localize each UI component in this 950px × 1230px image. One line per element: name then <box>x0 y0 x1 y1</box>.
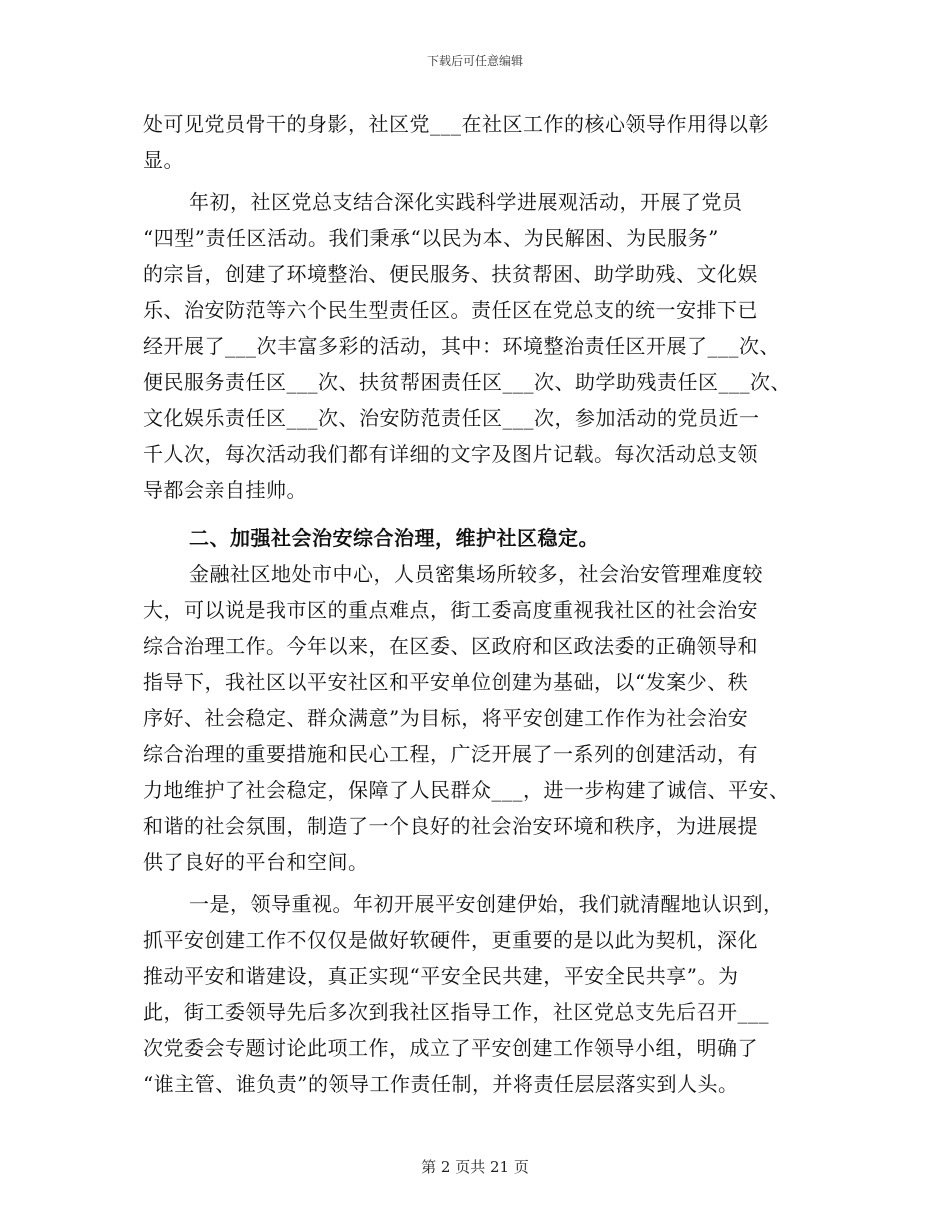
text-line: 力地维护了社会稳定，保障了人民群众___，进一步构建了诚信、平安、 <box>143 778 790 802</box>
page-header: 下载后可任意编辑 <box>426 54 523 68</box>
section-heading: 二、加强社会治安综合治理，维护社区稳定。 <box>189 526 599 550</box>
text-line: 处可见党员骨干的身影，社区党___在社区工作的核心领导作用得以彰 <box>143 112 769 136</box>
text-line: 经开展了___次丰富多彩的活动，其中：环境整治责任区开展了___次、 <box>143 334 780 358</box>
text-line: 大，可以说是我市区的重点难点，街工委高度重视我社区的社会治安 <box>143 598 758 622</box>
text-line: 显。 <box>143 148 184 172</box>
text-line: 文化娱乐责任区___次、治安防范责任区___次，参加活动的党员近一 <box>143 406 760 430</box>
text-line: “谁主管、谁负责”的领导工作责任制，并将责任层层落实到人头。 <box>143 1072 739 1096</box>
text-line: 乐、治安防范等六个民生型责任区。责任区在党总支的统一安排下已 <box>143 298 758 322</box>
text-line: 便民服务责任区___次、扶贫帮困责任区___次、助学助残责任区___次、 <box>143 370 791 394</box>
text-line: 供了良好的平台和空间。 <box>143 850 369 874</box>
text-line: 和谐的社会氛围，制造了一个良好的社会治安环境和秩序，为进展提 <box>143 814 758 838</box>
text-line: 金融社区地处市中心，人员密集场所较多，社会治安管理难度较 <box>189 562 763 586</box>
text-line: 的宗旨，创建了环境整治、便民服务、扶贫帮困、助学助残、文化娱 <box>143 262 758 286</box>
text-line: 抓平安创建工作不仅仅是做好软硬件，更重要的是以此为契机，深化 <box>143 928 758 952</box>
text-line: “四型”责任区活动。我们秉承“以民为本、为民解困、为民服务” <box>143 226 719 250</box>
text-line: 年初，社区党总支结合深化实践科学进展观活动，开展了党员 <box>189 190 743 214</box>
text-line: 综合治理的重要措施和民心工程，广泛开展了一系列的创建活动，有 <box>143 742 758 766</box>
text-line: 次党委会专题讨论此项工作，成立了平安创建工作领导小组，明确了 <box>143 1036 758 1060</box>
text-line: 指导下，我社区以平安社区和平安单位创建为基础，以“发案少、秩 <box>143 670 749 694</box>
text-line: 导都会亲自挂帅。 <box>143 478 307 502</box>
text-line: 一是，领导重视。年初开展平安创建伊始，我们就清醒地认识到， <box>189 892 784 916</box>
text-line: 序好、社会稳定、群众满意”为目标，将平安创建工作作为社会治安 <box>143 706 749 730</box>
text-line: 推动平安和谐建设，真正实现“平安全民共建，平安全民共享”。为 <box>143 964 739 988</box>
text-line: 综合治理工作。今年以来，在区委、区政府和区政法委的正确领导和 <box>143 634 758 658</box>
text-line: 千人次，每次活动我们都有详细的文字及图片记载。每次活动总支领 <box>143 442 758 466</box>
text-line: 此，街工委领导先后多次到我社区指导工作，社区党总支先后召开___ <box>143 1000 769 1024</box>
page-number-footer: 第 2 页共 21 页 <box>421 1158 529 1176</box>
